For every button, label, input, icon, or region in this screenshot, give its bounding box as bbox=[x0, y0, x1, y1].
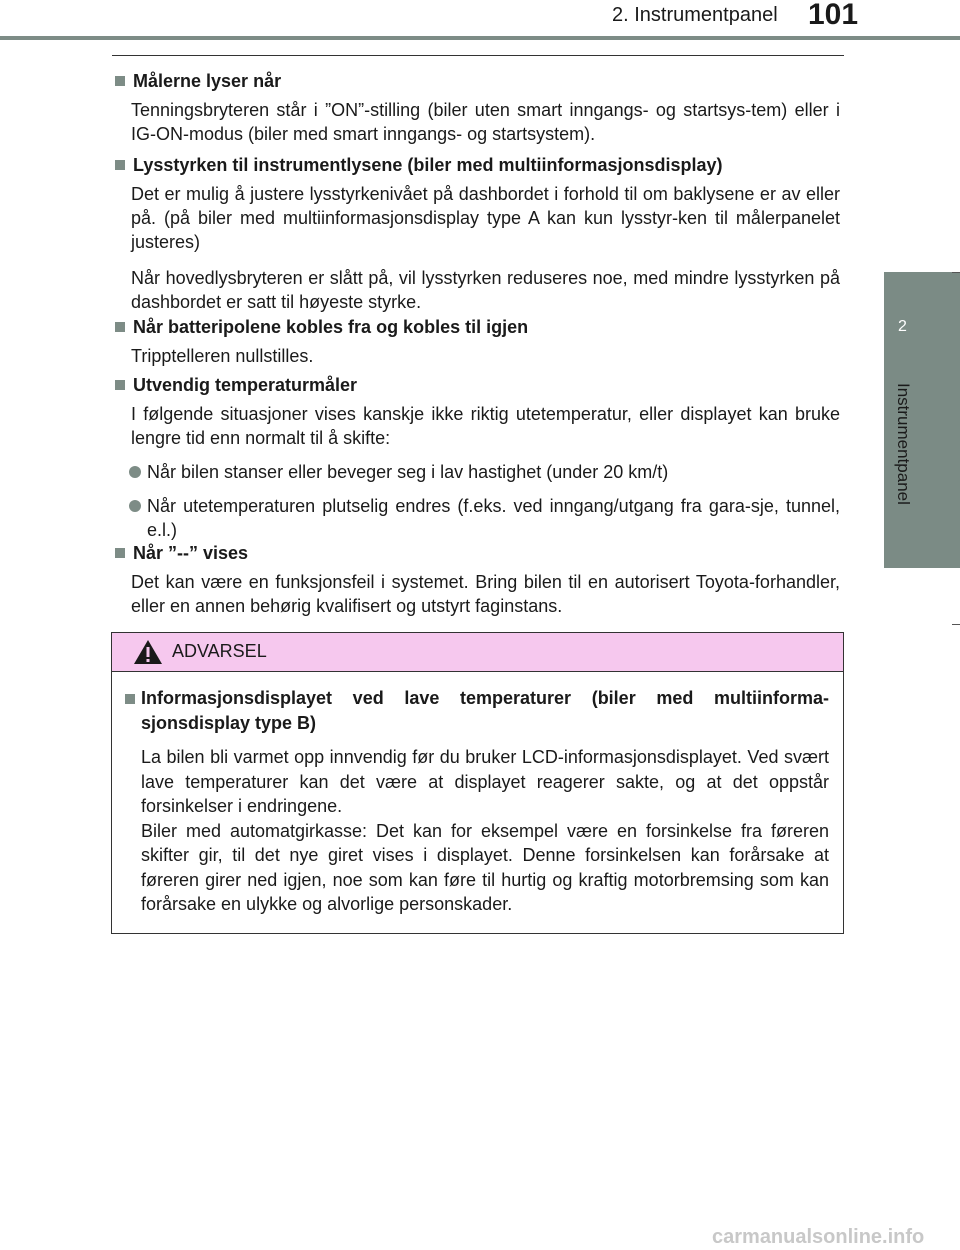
warning-box bbox=[111, 632, 844, 934]
side-tab-label: Instrumentpanel bbox=[894, 383, 913, 505]
paragraph: Tripptelleren nullstilles. bbox=[131, 346, 314, 366]
page-number: 101 bbox=[808, 0, 859, 31]
round-bullet-icon bbox=[129, 500, 141, 512]
square-bullet-icon bbox=[115, 322, 125, 332]
warning-title: ADVARSEL bbox=[172, 641, 267, 661]
section-heading: Målerne lyser når bbox=[112, 68, 840, 94]
header-rule bbox=[0, 36, 960, 40]
chapter-label: 2. Instrumentpanel bbox=[612, 4, 778, 26]
section-meters-light bbox=[112, 68, 840, 146]
section-heading: Når ”--” vises bbox=[112, 540, 840, 566]
warning-header bbox=[112, 633, 843, 672]
warning-heading: Informasjonsdisplayet ved lave temperaturer (biler med multiinforma-sjonsdisplay type B) bbox=[125, 686, 829, 736]
content-top-rule bbox=[112, 55, 844, 56]
section-battery-reconnect bbox=[112, 314, 840, 368]
margin-tick bbox=[952, 272, 960, 273]
square-bullet-icon bbox=[115, 548, 125, 558]
section-instrument-brightness bbox=[112, 152, 840, 314]
section-heading: Utvendig temperaturmåler bbox=[112, 372, 840, 398]
square-bullet-icon bbox=[115, 76, 125, 86]
paragraph: Det kan være en funksjonsfeil i systemet. Bring bilen til en autorisert Toyota-forhandler, eller en annen behørig kvalifisert og utstyrt faginstans. bbox=[131, 572, 840, 616]
warning-triangle-icon bbox=[133, 639, 163, 665]
paragraph: Det er mulig å justere lysstyrkenivået på dashbordet i forhold til om baklysene er av eller på. (på biler med multiinformasjonsdisplay type A kan kun lysstyr-ken til målerpanelet justeres) bbox=[131, 184, 840, 252]
section-heading: Lysstyrken til instrumentlysene (biler med multiinformasjonsdisplay) bbox=[112, 152, 840, 178]
warning-paragraph: La bilen bli varmet opp innvendig før du bruker LCD-informasjonsdisplayet. Ved svært lave temperaturer kan det være at displayet reagerer sakte, og at det oppstår forsinkelser i endringene. bbox=[141, 747, 829, 816]
margin-tick bbox=[952, 624, 960, 625]
square-bullet-icon bbox=[115, 160, 125, 170]
square-bullet-icon bbox=[115, 380, 125, 390]
section-outside-temperature bbox=[112, 372, 840, 542]
watermark: carmanualsonline.info bbox=[712, 1226, 925, 1248]
paragraph: Tenningsbryteren står i ”ON”-stilling (biler uten smart inngangs- og startsys-tem) eller i IG-ON-modus (biler med smart inngangs- og startsystem). bbox=[131, 100, 840, 144]
square-bullet-icon bbox=[125, 694, 135, 704]
section-dashes-shown bbox=[112, 540, 840, 618]
round-bullet-icon bbox=[129, 466, 141, 478]
paragraph: I følgende situasjoner vises kanskje ikke riktig utetemperatur, eller displayet kan bruke lengre tid enn normalt til å skifte: bbox=[131, 404, 840, 448]
warning-paragraph: Biler med automatgirkasse: Det kan for eksempel være en forsinkelse fra føreren skifter gir, til det nye giret vises i displayet. Denne forsinkelsen kan forårsake at føreren girer ned igjen, noe som kan føre til hurtig og kraftig motorbremsing som kan forårsake en ulykke og alvorlige personskader. bbox=[141, 820, 829, 914]
warning-content bbox=[112, 672, 843, 917]
list-item: Når utetemperaturen plutselig endres (f.eks. ved inngang/utgang fra gara-sje, tunnel, e.l.) bbox=[129, 494, 840, 542]
paragraph: Når hovedlysbryteren er slått på, vil lysstyrken reduseres noe, med mindre lysstyrken på dashbordet er satt til høyeste styrke. bbox=[131, 268, 840, 312]
section-heading: Når batteripolene kobles fra og kobles til igjen bbox=[112, 314, 840, 340]
list-item: Når bilen stanser eller beveger seg i lav hastighet (under 20 km/t) bbox=[129, 460, 840, 484]
side-tab-number: 2 bbox=[898, 318, 907, 335]
